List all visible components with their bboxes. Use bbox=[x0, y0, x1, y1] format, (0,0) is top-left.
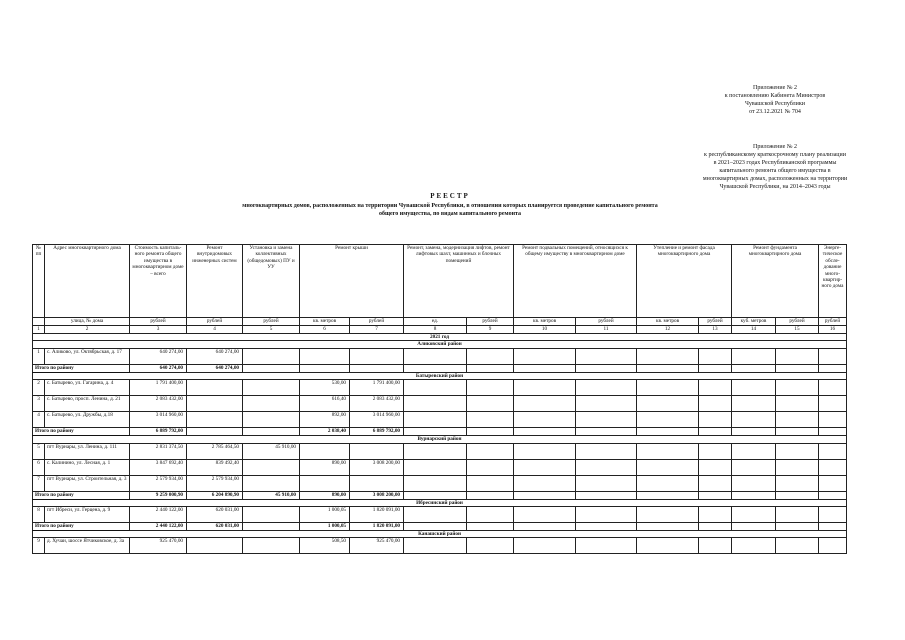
district-total-row bbox=[33, 523, 847, 531]
empty-cell bbox=[732, 412, 776, 428]
total-label: Итого по району bbox=[33, 491, 130, 499]
address-cell: с. Батырево, ул. Гагарина, д. 4 bbox=[45, 380, 130, 396]
empty-cell bbox=[732, 507, 776, 523]
empty-cell bbox=[776, 443, 819, 459]
appendix-2-line: многоквартирных домах, расположенных на территории bbox=[702, 176, 848, 182]
appendix-1-line: к постановлению Кабинета Министров bbox=[724, 93, 826, 99]
empty-cell bbox=[699, 507, 732, 523]
empty-cell bbox=[514, 459, 576, 475]
meters-cell bbox=[243, 459, 300, 475]
district-total-row bbox=[33, 491, 847, 499]
unit-cell: рублей bbox=[576, 318, 637, 326]
empty-cell bbox=[776, 396, 819, 412]
empty-cell bbox=[404, 523, 467, 531]
roof-cost-cell: 6 889 792,00 bbox=[350, 428, 404, 436]
empty-cell bbox=[699, 523, 732, 531]
table-row bbox=[33, 459, 847, 475]
total-cost-cell: 6 889 792,00 bbox=[130, 428, 187, 436]
empty-cell bbox=[732, 491, 776, 499]
table-row bbox=[33, 507, 847, 523]
column-number-cell: 8 bbox=[404, 326, 467, 334]
roof-area-cell bbox=[300, 364, 350, 372]
empty-cell bbox=[637, 348, 699, 364]
empty-cell bbox=[819, 538, 847, 554]
empty-cell bbox=[776, 491, 819, 499]
empty-cell bbox=[576, 348, 637, 364]
empty-cell bbox=[576, 380, 637, 396]
roof-cost-cell bbox=[350, 364, 404, 372]
col-header-meters: Установка и замена коллективных (общедомовых) ПУ и УУ bbox=[243, 245, 300, 318]
empty-cell bbox=[514, 412, 576, 428]
empty-cell bbox=[404, 348, 467, 364]
unit-cell: улица, № дома bbox=[45, 318, 130, 326]
empty-cell bbox=[576, 538, 637, 554]
engineering-systems-cell: 620 031,00 bbox=[187, 507, 243, 523]
unit-cell: рублей bbox=[699, 318, 732, 326]
empty-cell bbox=[637, 412, 699, 428]
registry-subtitle-line: общего имущества, по видам капитального ремонта bbox=[378, 211, 522, 217]
col-header-basement: Ремонт подвальных помещений, относящихся к общему имуществу в многоквартирном доме bbox=[514, 245, 637, 318]
empty-cell bbox=[467, 364, 514, 372]
empty-cell bbox=[467, 538, 514, 554]
table-row bbox=[33, 538, 847, 554]
roof-cost-cell bbox=[350, 475, 404, 491]
col-header-foundation: Ремонт фундамента многоквартирного дома bbox=[732, 245, 819, 318]
row-number: 9 bbox=[33, 538, 45, 554]
row-number: 7 bbox=[33, 475, 45, 491]
empty-cell bbox=[819, 428, 847, 436]
meters-cell: 45 910,00 bbox=[243, 443, 300, 459]
column-numbers-row bbox=[33, 326, 847, 334]
roof-area-cell: 2 038,40 bbox=[300, 428, 350, 436]
engineering-systems-cell: 2 785 464,50 bbox=[187, 443, 243, 459]
unit-cell: рублей bbox=[243, 318, 300, 326]
row-number: 5 bbox=[33, 443, 45, 459]
table-row bbox=[33, 475, 847, 491]
engineering-systems-cell bbox=[187, 412, 243, 428]
empty-cell bbox=[732, 348, 776, 364]
empty-cell bbox=[467, 428, 514, 436]
empty-cell bbox=[576, 364, 637, 372]
empty-cell bbox=[404, 538, 467, 554]
registry-table bbox=[32, 244, 847, 554]
empty-cell bbox=[732, 523, 776, 531]
district-row bbox=[33, 436, 847, 443]
engineering-systems-cell bbox=[187, 380, 243, 396]
empty-cell bbox=[699, 475, 732, 491]
col-header-energy-audit: Энерге-тическое обсле-дование много-квартир-ного дома bbox=[819, 245, 847, 318]
empty-cell bbox=[776, 538, 819, 554]
empty-cell bbox=[637, 475, 699, 491]
empty-cell bbox=[467, 491, 514, 499]
district-row bbox=[33, 341, 847, 348]
empty-cell bbox=[819, 348, 847, 364]
total-label: Итого по району bbox=[33, 428, 130, 436]
empty-cell bbox=[637, 443, 699, 459]
roof-area-cell bbox=[300, 443, 350, 459]
empty-cell bbox=[404, 491, 467, 499]
empty-cell bbox=[732, 380, 776, 396]
empty-cell bbox=[467, 459, 514, 475]
roof-area-cell: 1 000,05 bbox=[300, 507, 350, 523]
total-cost-cell: 1 791 400,00 bbox=[130, 380, 187, 396]
empty-cell bbox=[467, 380, 514, 396]
empty-cell bbox=[819, 507, 847, 523]
table-row bbox=[33, 396, 847, 412]
year-row-label: 2021 год bbox=[33, 334, 847, 341]
col-header-total-cost: Стоимость капиталь-ного ремонта общего имущества в многоквартирном доме – всего bbox=[130, 245, 187, 318]
total-cost-cell: 3 847 692,40 bbox=[130, 459, 187, 475]
empty-cell bbox=[467, 396, 514, 412]
empty-cell bbox=[637, 428, 699, 436]
registry-body bbox=[33, 334, 847, 554]
empty-cell bbox=[699, 364, 732, 372]
column-number-cell: 11 bbox=[576, 326, 637, 334]
appendix-2-header bbox=[690, 143, 860, 191]
empty-cell bbox=[732, 364, 776, 372]
column-number-cell: 16 bbox=[819, 326, 847, 334]
roof-area-cell: 890,00 bbox=[300, 459, 350, 475]
table-row bbox=[33, 443, 847, 459]
empty-cell bbox=[514, 348, 576, 364]
empty-cell bbox=[514, 475, 576, 491]
empty-cell bbox=[732, 443, 776, 459]
address-cell: пгт Вурнары, ул. Строительная, д. 3 bbox=[45, 475, 130, 491]
column-number-cell: 9 bbox=[467, 326, 514, 334]
district-row-label: Вурнарский район bbox=[33, 436, 847, 443]
engineering-systems-cell: 620 031,00 bbox=[187, 523, 243, 531]
column-number-cell: 1 bbox=[33, 326, 45, 334]
table-row bbox=[33, 412, 847, 428]
engineering-systems-cell bbox=[187, 538, 243, 554]
roof-area-cell: 530,00 bbox=[300, 380, 350, 396]
appendix-2-line: Приложение № 2 bbox=[753, 144, 797, 150]
col-header-elevators: Ремонт, замена, модернизация лифтов, ремонт лифтовых шахт, машинных и блочных помещений bbox=[404, 245, 514, 318]
empty-cell bbox=[404, 396, 467, 412]
registry-title: РЕЕСТР bbox=[430, 192, 470, 200]
empty-cell bbox=[514, 443, 576, 459]
empty-cell bbox=[776, 523, 819, 531]
column-number-cell: 15 bbox=[776, 326, 819, 334]
empty-cell bbox=[699, 348, 732, 364]
roof-cost-cell: 3 008 200,00 bbox=[350, 491, 404, 499]
roof-cost-cell: 1 820 091,00 bbox=[350, 523, 404, 531]
row-number: 3 bbox=[33, 396, 45, 412]
meters-cell bbox=[243, 396, 300, 412]
empty-cell bbox=[776, 364, 819, 372]
address-cell: пгт Ибреси, ул. Герцена, д. 9 bbox=[45, 507, 130, 523]
district-row bbox=[33, 499, 847, 506]
empty-cell bbox=[514, 538, 576, 554]
empty-cell bbox=[467, 348, 514, 364]
empty-cell bbox=[467, 475, 514, 491]
empty-cell bbox=[699, 491, 732, 499]
empty-cell bbox=[404, 380, 467, 396]
appendix-2-line: к республиканскому краткосрочному плану реализации bbox=[704, 152, 846, 158]
empty-cell bbox=[732, 459, 776, 475]
total-cost-cell: 640 274,00 bbox=[130, 364, 187, 372]
empty-cell bbox=[776, 380, 819, 396]
empty-cell bbox=[637, 523, 699, 531]
meters-cell bbox=[243, 538, 300, 554]
empty-cell bbox=[576, 443, 637, 459]
empty-cell bbox=[576, 459, 637, 475]
empty-cell bbox=[637, 396, 699, 412]
engineering-systems-cell: 839 492,40 bbox=[187, 459, 243, 475]
meters-cell bbox=[243, 507, 300, 523]
appendix-2-line: в 2021–2023 годах Республиканской программы bbox=[713, 160, 837, 166]
roof-cost-cell: 2 083 432,00 bbox=[350, 396, 404, 412]
empty-cell bbox=[699, 443, 732, 459]
empty-cell bbox=[637, 538, 699, 554]
engineering-systems-cell: 640 274,00 bbox=[187, 348, 243, 364]
address-cell: с. Калинино, ул. Лесная, д. 1 bbox=[45, 459, 130, 475]
row-number: 6 bbox=[33, 459, 45, 475]
empty-cell bbox=[404, 364, 467, 372]
empty-cell bbox=[576, 428, 637, 436]
roof-area-cell: 892,00 bbox=[300, 412, 350, 428]
roof-area-cell: 890,00 bbox=[300, 491, 350, 499]
empty-cell bbox=[467, 507, 514, 523]
unit-cell: рублей bbox=[776, 318, 819, 326]
roof-cost-cell: 1 791 400,00 bbox=[350, 380, 404, 396]
empty-cell bbox=[732, 428, 776, 436]
roof-area-cell: 1 000,05 bbox=[300, 523, 350, 531]
empty-cell bbox=[637, 459, 699, 475]
district-row-label: Батыревский район bbox=[33, 372, 847, 379]
empty-cell bbox=[576, 523, 637, 531]
total-label: Итого по району bbox=[33, 364, 130, 372]
empty-cell bbox=[637, 364, 699, 372]
column-number-cell: 13 bbox=[699, 326, 732, 334]
empty-cell bbox=[776, 507, 819, 523]
unit-cell: рублей bbox=[467, 318, 514, 326]
district-row-label: Ибресинский район bbox=[33, 499, 847, 506]
meters-cell bbox=[243, 364, 300, 372]
row-number: 8 bbox=[33, 507, 45, 523]
total-cost-cell: 2 579 934,00 bbox=[130, 475, 187, 491]
col-header-address: Адрес многоквартирного дома bbox=[45, 245, 130, 318]
unit-cell: кв. метров bbox=[514, 318, 576, 326]
engineering-systems-cell: 640 274,00 bbox=[187, 364, 243, 372]
unit-cell: кв. метров bbox=[300, 318, 350, 326]
address-cell: с. Батырево, просп. Ленина, д. 21 bbox=[45, 396, 130, 412]
empty-cell bbox=[514, 380, 576, 396]
meters-cell bbox=[243, 523, 300, 531]
empty-cell bbox=[404, 475, 467, 491]
meters-cell bbox=[243, 348, 300, 364]
empty-cell bbox=[732, 475, 776, 491]
total-cost-cell: 3 014 960,00 bbox=[130, 412, 187, 428]
total-cost-cell: 925 470,00 bbox=[130, 538, 187, 554]
total-cost-cell: 2 440 122,00 bbox=[130, 507, 187, 523]
empty-cell bbox=[732, 538, 776, 554]
empty-cell bbox=[699, 396, 732, 412]
roof-area-cell bbox=[300, 348, 350, 364]
roof-area-cell: 616,40 bbox=[300, 396, 350, 412]
empty-cell bbox=[637, 380, 699, 396]
appendix-1-line: Чувашской Республики bbox=[744, 101, 806, 107]
engineering-systems-cell: 6 204 890,90 bbox=[187, 491, 243, 499]
engineering-systems-cell bbox=[187, 428, 243, 436]
empty-cell bbox=[819, 364, 847, 372]
total-cost-cell: 640 274,00 bbox=[130, 348, 187, 364]
empty-cell bbox=[576, 507, 637, 523]
empty-cell bbox=[732, 396, 776, 412]
column-number-cell: 7 bbox=[350, 326, 404, 334]
appendix-2-line: капитального ремонта общего имущества в bbox=[719, 168, 831, 174]
roof-cost-cell: 925 470,00 bbox=[350, 538, 404, 554]
meters-cell bbox=[243, 428, 300, 436]
empty-cell bbox=[699, 459, 732, 475]
empty-cell bbox=[819, 396, 847, 412]
empty-cell bbox=[819, 443, 847, 459]
empty-cell bbox=[514, 396, 576, 412]
column-number-cell: 5 bbox=[243, 326, 300, 334]
empty-cell bbox=[514, 507, 576, 523]
empty-cell bbox=[404, 412, 467, 428]
meters-cell bbox=[243, 380, 300, 396]
column-number-cell: 3 bbox=[130, 326, 187, 334]
empty-cell bbox=[404, 443, 467, 459]
empty-cell bbox=[514, 523, 576, 531]
meters-cell bbox=[243, 412, 300, 428]
total-cost-cell: 9 259 000,90 bbox=[130, 491, 187, 499]
column-number-cell: 2 bbox=[45, 326, 130, 334]
district-total-row bbox=[33, 364, 847, 372]
empty-cell bbox=[467, 443, 514, 459]
empty-cell bbox=[699, 380, 732, 396]
appendix-1-line: Приложение № 2 bbox=[753, 85, 797, 91]
address-cell: д. Хучаи, шоссе Ятчиковское, д. 3а bbox=[45, 538, 130, 554]
roof-area-cell bbox=[300, 475, 350, 491]
appendix-1-line: от 23.12.2021 № 704 bbox=[749, 109, 801, 115]
row-number: 4 bbox=[33, 412, 45, 428]
units-row bbox=[33, 318, 847, 326]
empty-cell bbox=[576, 491, 637, 499]
empty-cell bbox=[576, 412, 637, 428]
column-number-cell: 12 bbox=[637, 326, 699, 334]
empty-cell bbox=[467, 523, 514, 531]
empty-cell bbox=[404, 428, 467, 436]
registry-subtitle bbox=[160, 202, 740, 218]
col-header-engineering-systems: Ремонт внутридомовых инженерных систем bbox=[187, 245, 243, 318]
registry-subtitle-line: многоквартирных домов, расположенных на территории Чувашской Республики, в отношении которых планируется проведение капитального ремонта bbox=[242, 203, 658, 209]
address-cell: с. Батырево, ул. Дружбы, д.18 bbox=[45, 412, 130, 428]
empty-cell bbox=[819, 380, 847, 396]
row-number: 1 bbox=[33, 348, 45, 364]
address-cell: пгт Вурнары, ул. Ленина, д. 111 bbox=[45, 443, 130, 459]
appendix-1-header bbox=[705, 84, 845, 116]
unit-cell: рублей bbox=[819, 318, 847, 326]
unit-cell: рублей bbox=[130, 318, 187, 326]
district-row bbox=[33, 372, 847, 379]
empty-cell bbox=[637, 491, 699, 499]
col-header-number: № пп bbox=[33, 245, 45, 318]
empty-cell bbox=[819, 459, 847, 475]
table-row bbox=[33, 380, 847, 396]
empty-cell bbox=[637, 507, 699, 523]
empty-cell bbox=[819, 523, 847, 531]
col-header-facade: Утепление и ремонт фасада многоквартирного дома bbox=[637, 245, 732, 318]
engineering-systems-cell: 2 579 934,00 bbox=[187, 475, 243, 491]
row-number: 2 bbox=[33, 380, 45, 396]
header-row bbox=[33, 245, 847, 318]
empty-cell bbox=[776, 459, 819, 475]
empty-cell bbox=[514, 428, 576, 436]
roof-cost-cell: 1 820 091,00 bbox=[350, 507, 404, 523]
total-label: Итого по району bbox=[33, 523, 130, 531]
empty-cell bbox=[776, 412, 819, 428]
district-row-label: Аликовский район bbox=[33, 341, 847, 348]
appendix-2-line: Чувашской Республики, на 2014–2043 годы bbox=[719, 184, 831, 190]
total-cost-cell: 2 083 432,00 bbox=[130, 396, 187, 412]
col-header-roof: Ремонт крыши bbox=[300, 245, 404, 318]
empty-cell bbox=[819, 412, 847, 428]
empty-cell bbox=[514, 364, 576, 372]
empty-cell bbox=[699, 412, 732, 428]
meters-cell bbox=[243, 475, 300, 491]
empty-cell bbox=[776, 348, 819, 364]
empty-cell bbox=[576, 475, 637, 491]
empty-cell bbox=[819, 475, 847, 491]
unit-cell: рублей bbox=[350, 318, 404, 326]
empty-cell bbox=[819, 491, 847, 499]
column-number-cell: 6 bbox=[300, 326, 350, 334]
empty-cell bbox=[699, 538, 732, 554]
roof-cost-cell: 3 014 960,00 bbox=[350, 412, 404, 428]
empty-cell bbox=[699, 428, 732, 436]
address-cell: с. Аликово, ул. Октябрьская, д. 17 bbox=[45, 348, 130, 364]
empty-cell bbox=[467, 412, 514, 428]
district-row-label: Канашский район bbox=[33, 531, 847, 538]
unit-cell: ед. bbox=[404, 318, 467, 326]
roof-cost-cell: 3 008 200,00 bbox=[350, 459, 404, 475]
empty-cell bbox=[404, 459, 467, 475]
district-row bbox=[33, 531, 847, 538]
engineering-systems-cell bbox=[187, 396, 243, 412]
column-number-cell: 10 bbox=[514, 326, 576, 334]
empty-cell bbox=[576, 396, 637, 412]
total-cost-cell: 2 440 122,00 bbox=[130, 523, 187, 531]
unit-cell: кв. метров bbox=[637, 318, 699, 326]
column-number-cell: 4 bbox=[187, 326, 243, 334]
unit-cell: рублей bbox=[187, 318, 243, 326]
unit-cell: куб. метров bbox=[732, 318, 776, 326]
empty-cell bbox=[514, 491, 576, 499]
table-row bbox=[33, 348, 847, 364]
empty-cell bbox=[776, 428, 819, 436]
roof-cost-cell bbox=[350, 348, 404, 364]
column-number-cell: 14 bbox=[732, 326, 776, 334]
total-cost-cell: 2 831 374,50 bbox=[130, 443, 187, 459]
roof-area-cell: 508,50 bbox=[300, 538, 350, 554]
year-row bbox=[33, 334, 847, 341]
district-total-row bbox=[33, 428, 847, 436]
unit-cell bbox=[33, 318, 45, 326]
meters-cell: 45 910,00 bbox=[243, 491, 300, 499]
roof-cost-cell bbox=[350, 443, 404, 459]
empty-cell bbox=[404, 507, 467, 523]
empty-cell bbox=[776, 475, 819, 491]
